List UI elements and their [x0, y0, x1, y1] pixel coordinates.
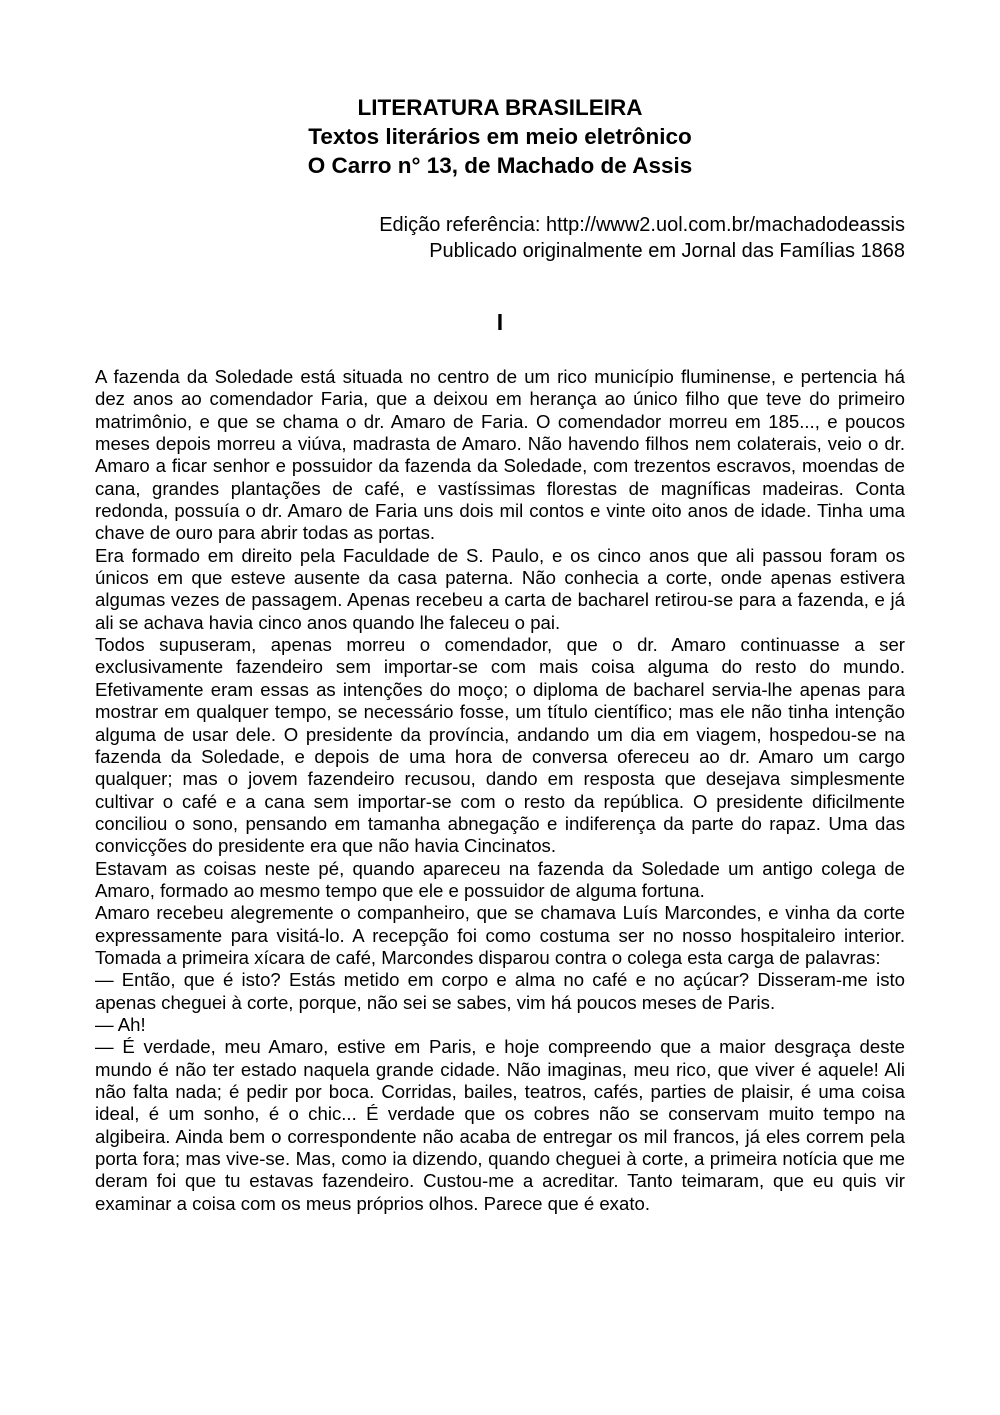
paragraph: Amaro recebeu alegremente o companheiro, que se chamava Luís Marcondes, e vinha da corte expressamente para visitá-lo. A recepção foi como costuma ser no nosso hospitaleiro interior. Tomada a primeira xícara de café, Marcondes disparou contra o colega esta carga de palavras:: [95, 902, 905, 968]
document-title-block: [0, 93, 1000, 180]
title-work: O Carro n° 13, de Machado de Assis: [307, 153, 693, 178]
dialogue-line: — É verdade, meu Amaro, estive em Paris, e hoje compreendo que a maior desgraça deste mundo é não ter estado naquela grande cidade. Não imaginas, meu rico, que viver é aquele! Ali não falta nada; é pedir por boca. Corridas, bailes, teatros, cafés, parties de plaisir, é uma coisa ideal, é um sonho, é o chic... É verdade que os cobres não se conservam muito tempo na algibeira. Ainda bem o correspondente não acaba de entregar os mil francos, já eles correm pela porta fora; mas vive-se. Mas, como ia dizendo, quando cheguei à corte, a primeira notícia que me deram foi que tu estavas fazendeiro. Custou-me a acreditar. Tanto teimaram, que eu quis vir examinar a coisa com os meus próprios olhos. Parece que é exato.: [95, 1036, 905, 1214]
reference-block: [379, 212, 905, 264]
original-publication: Publicado originalmente em Jornal das Famílias 1868: [429, 240, 905, 262]
dialogue-line: — Ah!: [95, 1013, 146, 1035]
paragraph: A fazenda da Soledade está situada no centro de um rico município fluminense, e pertencia há dez anos ao comendador Faria, que a deixou em herança ao único filho que teve do primeiro matrimônio, e que se chama o dr. Amaro de Faria. O comendador morreu em 185..., e poucos meses depois morreu a viúva, madrasta de Amaro. Não havendo filhos nem colaterais, veio o dr. Amaro a ficar senhor e possuidor da fazenda da Soledade, com trezentos escravos, moendas de cana, grandes plantações de café, e vastíssimas florestas de magníficas madeiras. Conta redonda, possuía o dr. Amaro de Faria uns dois mil contos e vinte oito anos de idade. Tinha uma chave de ouro para abrir todas as portas.: [95, 366, 905, 544]
chapter-heading: I: [496, 309, 504, 335]
dialogue-line: — Então, que é isto? Estás metido em corpo e alma no café e no açúcar? Disseram-me isto apenas cheguei à corte, porque, não sei se sabes, vim há poucos meses de Paris.: [95, 969, 905, 1013]
body-text: [95, 366, 905, 1215]
title-subtitle: Textos literários em meio eletrônico: [308, 124, 692, 149]
reference-edition: Edição referência: http://www2.uol.com.br/machadodeassis: [379, 214, 905, 236]
paragraph: Todos supuseram, apenas morreu o comendador, que o dr. Amaro continuasse a ser exclusivamente fazendeiro sem importar-se com mais coisa alguma do resto do mundo. Efetivamente eram essas as intenções do moço; o diploma de bacharel servia-lhe apenas para mostrar em qualquer tempo, se necessário fosse, um título científico; mas ele não tinha intenção alguma de usar dele. O presidente da província, andando um dia em viagem, hospedou-se na fazenda da Soledade, e depois de uma hora de conversa ofereceu ao dr. Amaro um cargo qualquer; mas o jovem fazendeiro recusou, dando em resposta que desejava simplesmente cultivar o café e a cana sem importar-se com o resto da república. O presidente dificilmente conciliou o sono, pensando em tamanha abnegação e indiferença da parte do rapaz. Uma das convicções do presidente era que não havia Cincinatos.: [95, 634, 905, 857]
paragraph: Era formado em direito pela Faculdade de S. Paulo, e os cinco anos que ali passou foram os únicos em que esteve ausente da casa paterna. Não conhecia a corte, onde apenas estivera algumas vezes de passagem. Apenas recebeu a carta de bacharel retirou-se para a fazenda, e já ali se achava havia cinco anos quando lhe faleceu o pai.: [95, 544, 905, 633]
paragraph: Estavam as coisas neste pé, quando apareceu na fazenda da Soledade um antigo colega de Amaro, formado ao mesmo tempo que ele e possuidor de alguma fortuna.: [95, 857, 905, 901]
title-collection: LITERATURA BRASILEIRA: [357, 95, 643, 120]
